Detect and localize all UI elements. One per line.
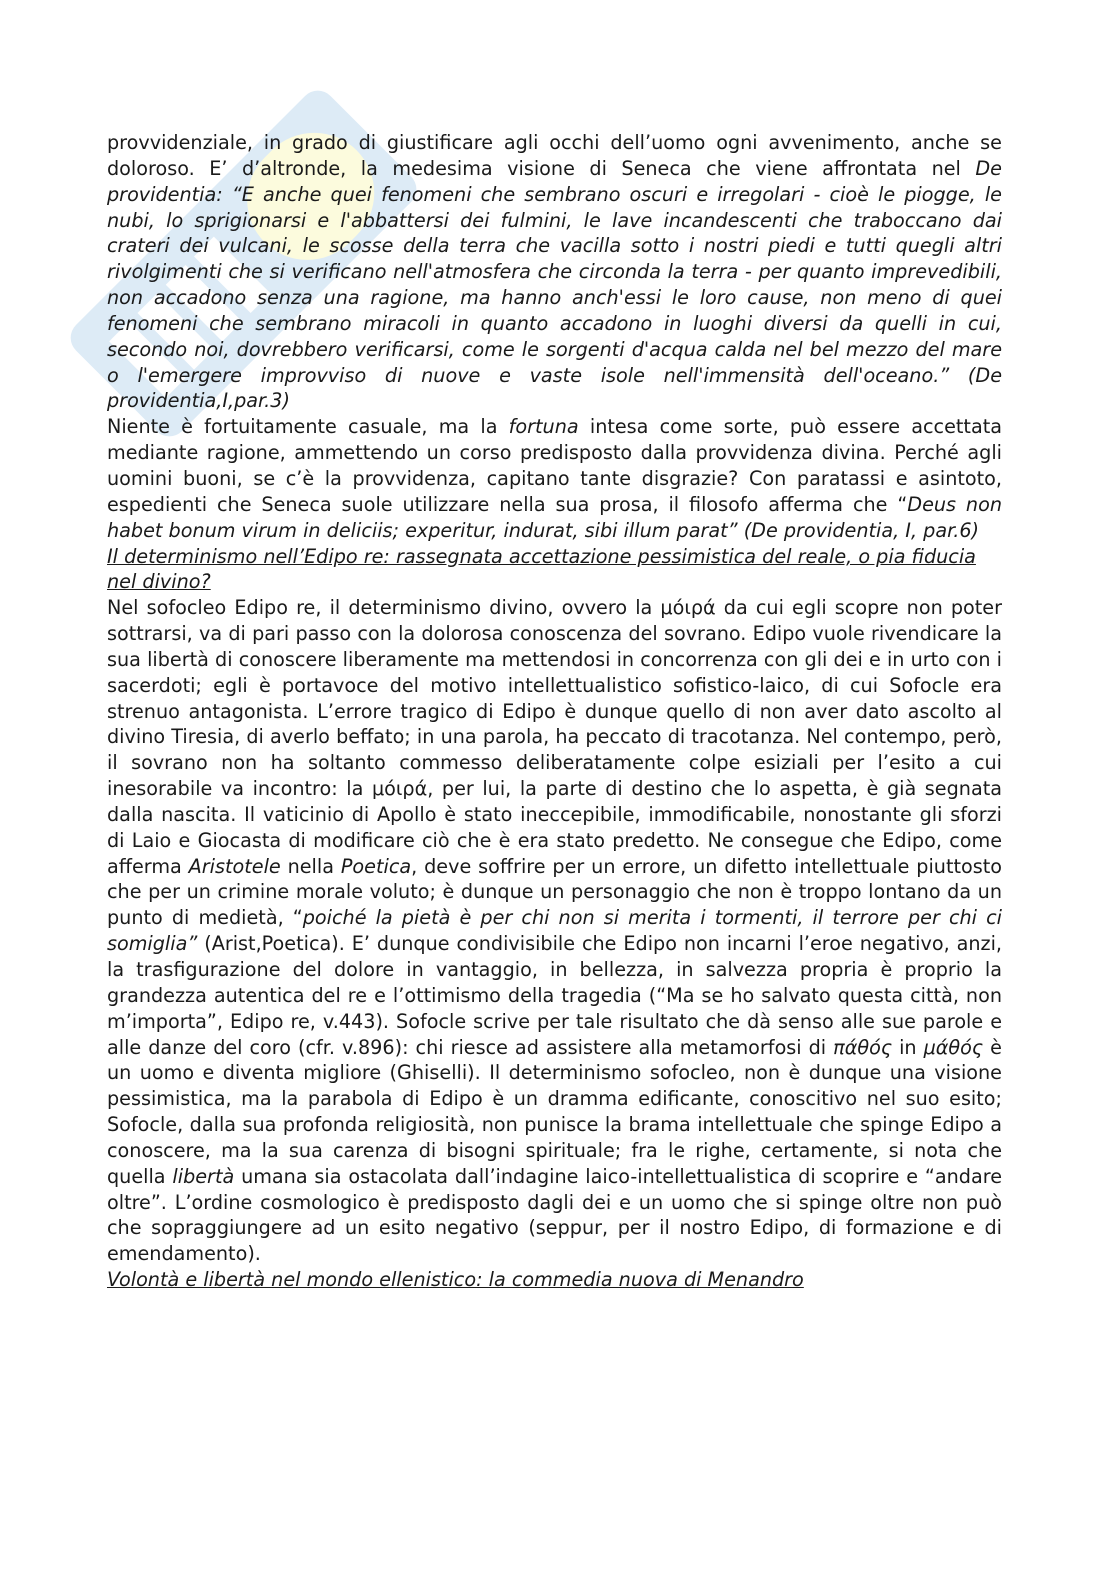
document-body bbox=[107, 130, 1002, 1293]
paragraph-seneca-de-providentia: provvidenziale, in grado di giustificare agli occhi dell’uomo ogni avvenimento, anche se doloroso. E’ d’altronde, la medesima visione di Seneca che viene affrontata nel De providentia: “E anche quei fenomeni che sembrano oscuri e irregolari - cioè le piogge, le nubi, lo sprigionarsi e l'abbattersi dei fulmini, le lave incandescenti che traboccano dai crateri dei vulcani, le scosse della terra che vacilla sotto i nostri piedi e tutti quegli altri rivolgimenti che si verificano nell'atmosfera che circonda la terra - per quanto imprevedibili, non accadono senza una ragione, ma hanno anch'essi le loro cause, non meno di quei fenomeni che sembrano miracoli in quanto accadono in luoghi diversi da quelli in cui, secondo noi, dovrebbero verificarsi, come le sorgenti d'acqua calda nel bel mezzo del mare o l'emergere improvviso di nuove e vaste isole nell'immensità dell'oceano.” (De providentia,I,par.3) bbox=[107, 131, 1002, 413]
name-aristotele: Aristotele bbox=[188, 854, 281, 878]
work-title-de-providentia: De providentia: bbox=[107, 156, 1002, 206]
section-heading-edipo: Il determinismo nell’Edipo re: rassegnata accettazione pessimistica del reale, o pia fiducia nel divino? bbox=[107, 544, 976, 594]
quote-poetica: poiché la pietà è per chi non si merita i tormenti, il terrore per chi ci somiglia” bbox=[107, 906, 1002, 956]
section-heading-menandro: Volontà e libertà nel mondo ellenistico: la commedia nuova di Menandro bbox=[107, 1268, 804, 1292]
quote-deus-non-habet: Deus non habet bonum virum in deliciis; experitur, indurat, sibi illum parat” (De providentia, I, par.6) bbox=[107, 492, 1002, 542]
term-liberta: libertà bbox=[172, 1164, 235, 1188]
work-title-poetica: Poetica bbox=[340, 854, 412, 878]
paragraph-edipo-re: Nel sofocleo Edipo re, il determinismo divino, ovvero la μόιρά da cui egli scopre non poter sottrarsi, va di pari passo con la dolorosa conoscenza del sovrano. Edipo vuole rivendicare la sua libertà di conoscere liberamente ma mettendosi in concorrenza con gli dei e in urto con i sacerdoti; egli è portavoce del motivo intellettualistico sofistico-laico, di cui Sofocle era strenuo antagonista. L’errore tragico di Edipo è dunque quello di non aver dato ascolto al divino Tiresia, di averlo beffato; in una parola, ha peccato di tracotanza. Nel contempo, però, il sovrano non ha soltanto commesso deliberatamente colpe esiziali per l’esito a cui inesorabile va incontro: la μόιρά, per lui, la parte di destino che lo aspetta, è già segnata dalla nascita. Il vaticinio di Apollo è stato ineccepibile, immodificabile, nonostante gli sforzi di Laio e Giocasta di modificare ciò che è era stato predetto. Ne consegue che Edipo, come afferma Aristotele nella Poetica, deve soffrire per un errore, un difetto intellettuale piuttosto che per un crimine morale voluto; è dunque un personaggio che non è troppo lontano da un punto di medietà, “poiché la pietà è per chi non si merita i tormenti, il terrore per chi ci somiglia” (Arist,Poetica). E’ dunque condivisibile che Edipo non incarni l’eroe negativo, anzi, la trasfigurazione del dolore in vantaggio, in bellezza, in salvezza propria è proprio la grandezza autentica del re e l’ottimismo della tragedia (“Ma se ho salvato questa città, non m’importa”, Edipo re, v.443). Sofocle scrive per tale risultato che dà senso alle sue parole e alle danze del coro (cfr. v.896): chi riesce ad assistere alla metamorfosi di πάθός in μάθός è un uomo e diventa migliore (Ghiselli). Il determinismo sofocleo, non è dunque una visione pessimistica, ma la parabola di Edipo è un dramma edificante, conoscitivo nel suo esito; Sofocle, dalla sua profonda religiosità, non punisce la brama intellettuale che spinge Edipo a conoscere, ma la sua carenza di bisogni spirituale; fra le righe, certamente, si nota che quella libertà umana sia ostacolata dall’indagine laico-intellettualistica di scoprire e “andare oltre”. L’ordine cosmologico è predisposto dagli dei e un uomo che si spinge oltre non può che sopraggiungere ad un esito negativo (seppur, per il nostro Edipo, di formazione e di emendamento). bbox=[107, 596, 1003, 1266]
term-fortuna: fortuna bbox=[508, 415, 579, 439]
term-mathos: μάθός bbox=[923, 1035, 984, 1059]
quote-de-providentia: “E anche quei fenomeni che sembrano oscuri e irregolari - cioè le piogge, le nubi, lo sprigionarsi e l'abbattersi dei fulmini, le lave incandescenti che traboccano dai crateri dei vulcani, le scosse della terra che vacilla sotto i nostri piedi e tutti quegli altri rivolgimenti che si verificano nell'atmosfera che circonda la terra - per quanto imprevedibili, non accadono senza una ragione, ma hanno anch'essi le loro cause, non meno di quei fenomeni che sembrano miracoli in quanto accadono in luoghi diversi da quelli in cui, secondo noi, dovrebbero verificarsi, come le sorgenti d'acqua calda nel bel mezzo del mare o l'emergere improvviso di nuove e vaste isole nell'immensità dell'oceano.” (De providentia,I,par.3) bbox=[107, 182, 1002, 413]
term-pathos: πάθός bbox=[833, 1035, 893, 1059]
paragraph-fortuna: Niente è fortuitamente casuale, ma la fortuna intesa come sorte, può essere accettata mediante ragione, ammettendo un corso predisposto dalla provvidenza divina. Perché agli uomini buoni, se c’è la provvidenza, capitano tante disgrazie? Con paratassi e asintoto, espedienti che Seneca suole utilizzare nella sua prosa, il filosofo afferma che “Deus non habet bonum virum in deliciis; experitur, indurat, sibi illum parat” (De providentia, I, par.6) bbox=[107, 415, 1002, 542]
